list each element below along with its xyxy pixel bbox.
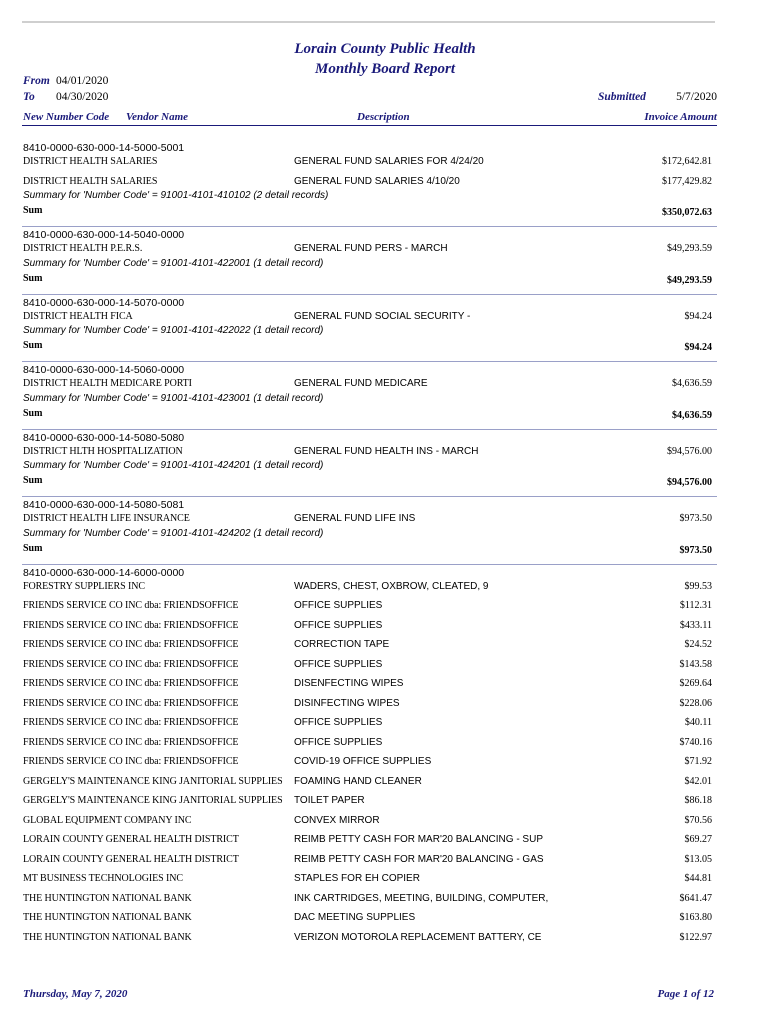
number-code: 8410-0000-630-000-14-6000-0000 [23, 566, 185, 579]
sum-label: Sum [23, 542, 43, 554]
invoice-amount: $70.56 [684, 814, 712, 826]
vendor-name: THE HUNTINGTON NATIONAL BANK [23, 931, 192, 943]
number-code: 8410-0000-630-000-14-5080-5080 [23, 431, 185, 444]
vendor-name: LORAIN COUNTY GENERAL HEALTH DISTRICT [23, 853, 239, 865]
invoice-amount: $740.16 [679, 736, 712, 748]
description: WADERS, CHEST, OXBROW, CLEATED, 9 [294, 580, 489, 592]
description: VERIZON MOTOROLA REPLACEMENT BATTERY, CE [294, 931, 542, 943]
vendor-name: FRIENDS SERVICE CO INC dba: FRIENDSOFFICE [23, 717, 239, 728]
vendor-name: FRIENDS SERVICE CO INC dba: FRIENDSOFFICE [23, 697, 239, 709]
vendor-name: THE HUNTINGTON NATIONAL BANK [23, 892, 192, 904]
description: OFFICE SUPPLIES [294, 717, 383, 728]
description: GENERAL FUND SALARIES FOR 4/24/20 [294, 156, 484, 167]
col-header-vendor: Vendor Name [126, 111, 189, 123]
invoice-amount: $44.81 [684, 873, 712, 884]
vendor-name: GLOBAL EQUIPMENT COMPANY INC [23, 814, 192, 826]
vendor-name: FRIENDS SERVICE CO INC dba: FRIENDSOFFICE [23, 619, 239, 631]
sum-amount: $350,072.63 [662, 207, 712, 218]
group-summary: Summary for 'Number Code' = 91001-4101-422022 (1 detail record) [23, 325, 324, 336]
invoice-amount: $433.11 [679, 619, 712, 631]
vendor-name: FRIENDS SERVICE CO INC dba: FRIENDSOFFICE [23, 756, 239, 767]
group-summary: Summary for 'Number Code' = 91001-4101-410102 (2 detail records) [23, 190, 329, 201]
invoice-amount: $177,429.82 [662, 175, 712, 187]
footer-page: Page 1 of 12 [657, 988, 714, 1000]
group-separator [22, 429, 717, 430]
invoice-amount: $40.11 [684, 717, 712, 728]
description: GENERAL FUND SOCIAL SECURITY - [294, 310, 471, 322]
vendor-name: LORAIN COUNTY GENERAL HEALTH DISTRICT [23, 834, 239, 845]
sum-label: Sum [23, 205, 43, 216]
invoice-amount: $172,642.81 [662, 156, 712, 167]
number-code: 8410-0000-630-000-14-5040-0000 [23, 229, 185, 241]
invoice-amount: $122.97 [679, 931, 712, 943]
to-date: 04/30/2020 [56, 91, 109, 103]
group-separator [22, 564, 717, 565]
group-separator [22, 361, 717, 362]
description: DAC MEETING SUPPLIES [294, 912, 416, 923]
vendor-name: FRIENDS SERVICE CO INC dba: FRIENDSOFFICE [23, 736, 239, 748]
vendor-name: THE HUNTINGTON NATIONAL BANK [23, 912, 192, 923]
sum-amount: $973.50 [679, 544, 712, 556]
group-separator [22, 496, 717, 497]
col-header-number-code: New Number Code [23, 111, 110, 123]
description: REIMB PETTY CASH FOR MAR'20 BALANCING - GAS [294, 853, 544, 865]
number-code: 8410-0000-630-000-14-5080-5081 [23, 499, 185, 511]
sum-amount: $49,293.59 [667, 274, 712, 286]
vendor-name: DISTRICT HEALTH FICA [23, 310, 133, 322]
invoice-amount: $973.50 [679, 513, 712, 524]
col-header-description: Description [357, 111, 410, 123]
description: OFFICE SUPPLIES [294, 736, 383, 748]
sum-amount: $4,636.59 [672, 409, 712, 421]
number-code: 8410-0000-630-000-14-5000-5001 [23, 142, 185, 154]
description: TOILET PAPER [294, 795, 365, 806]
vendor-name: DISTRICT HEALTH MEDICARE PORTI [23, 378, 192, 389]
group-summary: Summary for 'Number Code' = 91001-4101-424202 (1 detail record) [23, 527, 324, 539]
invoice-amount: $49,293.59 [667, 243, 712, 254]
sum-label: Sum [23, 407, 43, 419]
description: GENERAL FUND HEALTH INS - MARCH [294, 445, 479, 457]
description: OFFICE SUPPLIES [294, 619, 383, 631]
invoice-amount: $143.58 [679, 658, 712, 670]
report-org-title: Lorain County Public Health [294, 41, 476, 57]
col-header-amount: Invoice Amount [644, 111, 717, 123]
invoice-amount: $163.80 [679, 912, 712, 923]
sum-amount: $94,576.00 [667, 477, 712, 488]
invoice-amount: $641.47 [679, 892, 712, 904]
vendor-name: GERGELY'S MAINTENANCE KING JANITORIAL SUPPLIES [23, 795, 283, 806]
number-code: 8410-0000-630-000-14-5060-0000 [23, 364, 185, 376]
description: CONVEX MIRROR [294, 814, 380, 826]
sum-label: Sum [23, 272, 43, 284]
description: DISENFECTING WIPES [294, 678, 404, 689]
group-summary: Summary for 'Number Code' = 91001-4101-424201 (1 detail record) [23, 460, 324, 471]
from-date: 04/01/2020 [56, 75, 109, 87]
group-separator [22, 226, 717, 227]
invoice-amount: $71.92 [684, 756, 712, 767]
description: CORRECTION TAPE [294, 639, 390, 650]
invoice-amount: $42.01 [684, 775, 712, 787]
invoice-amount: $24.52 [684, 639, 712, 650]
vendor-name: GERGELY'S MAINTENANCE KING JANITORIAL SUPPLIES [23, 775, 283, 787]
number-code: 8410-0000-630-000-14-5070-0000 [23, 296, 185, 309]
description: GENERAL FUND LIFE INS [294, 513, 416, 524]
invoice-amount: $94.24 [684, 310, 712, 322]
description: OFFICE SUPPLIES [294, 658, 383, 670]
vendor-name: FORESTRY SUPPLIERS INC [23, 580, 145, 592]
group-separator [22, 294, 717, 295]
invoice-amount: $228.06 [679, 697, 712, 709]
vendor-name: FRIENDS SERVICE CO INC dba: FRIENDSOFFICE [23, 678, 239, 689]
vendor-name: MT BUSINESS TECHNOLOGIES INC [23, 873, 183, 884]
sum-amount: $94.24 [684, 342, 712, 353]
vendor-name: DISTRICT HLTH HOSPITALIZATION [23, 445, 183, 457]
invoice-amount: $13.05 [684, 853, 712, 865]
vendor-name: DISTRICT HEALTH P.E.R.S. [23, 243, 143, 254]
from-label: From [23, 75, 50, 87]
vendor-name: FRIENDS SERVICE CO INC dba: FRIENDSOFFICE [23, 600, 239, 611]
group-summary: Summary for 'Number Code' = 91001-4101-422001 (1 detail record) [23, 257, 324, 269]
vendor-name: DISTRICT HEALTH LIFE INSURANCE [23, 513, 190, 524]
invoice-amount: $112.31 [679, 600, 712, 611]
invoice-amount: $99.53 [684, 580, 712, 592]
description: STAPLES FOR EH COPIER [294, 873, 420, 884]
vendor-name: DISTRICT HEALTH SALARIES [23, 156, 158, 167]
invoice-amount: $94,576.00 [667, 445, 712, 457]
invoice-amount: $4,636.59 [672, 378, 712, 389]
description: GENERAL FUND MEDICARE [294, 378, 428, 389]
vendor-name: FRIENDS SERVICE CO INC dba: FRIENDSOFFICE [23, 658, 239, 670]
description: REIMB PETTY CASH FOR MAR'20 BALANCING - SUP [294, 834, 543, 845]
submitted-label: Submitted [598, 91, 646, 103]
vendor-name: FRIENDS SERVICE CO INC dba: FRIENDSOFFICE [23, 639, 239, 650]
invoice-amount: $269.64 [679, 678, 712, 689]
invoice-amount: $69.27 [684, 834, 712, 845]
description: DISINFECTING WIPES [294, 697, 400, 709]
description: OFFICE SUPPLIES [294, 600, 383, 611]
to-label: To [23, 91, 35, 103]
footer-date: Thursday, May 7, 2020 [23, 988, 128, 1000]
vendor-name: DISTRICT HEALTH SALARIES [23, 175, 158, 187]
description: COVID-19 OFFICE SUPPLIES [294, 756, 432, 767]
submitted-date: 5/7/2020 [676, 91, 717, 103]
description: INK CARTRIDGES, MEETING, BUILDING, COMPUTER, [294, 892, 549, 904]
description: GENERAL FUND SALARIES 4/10/20 [294, 175, 460, 187]
description: GENERAL FUND PERS - MARCH [294, 243, 448, 254]
report-title: Monthly Board Report [314, 61, 456, 77]
sum-label: Sum [23, 340, 43, 351]
group-summary: Summary for 'Number Code' = 91001-4101-423001 (1 detail record) [23, 392, 324, 404]
description: FOAMING HAND CLEANER [294, 775, 422, 787]
sum-label: Sum [23, 475, 43, 486]
invoice-amount: $86.18 [684, 795, 712, 806]
